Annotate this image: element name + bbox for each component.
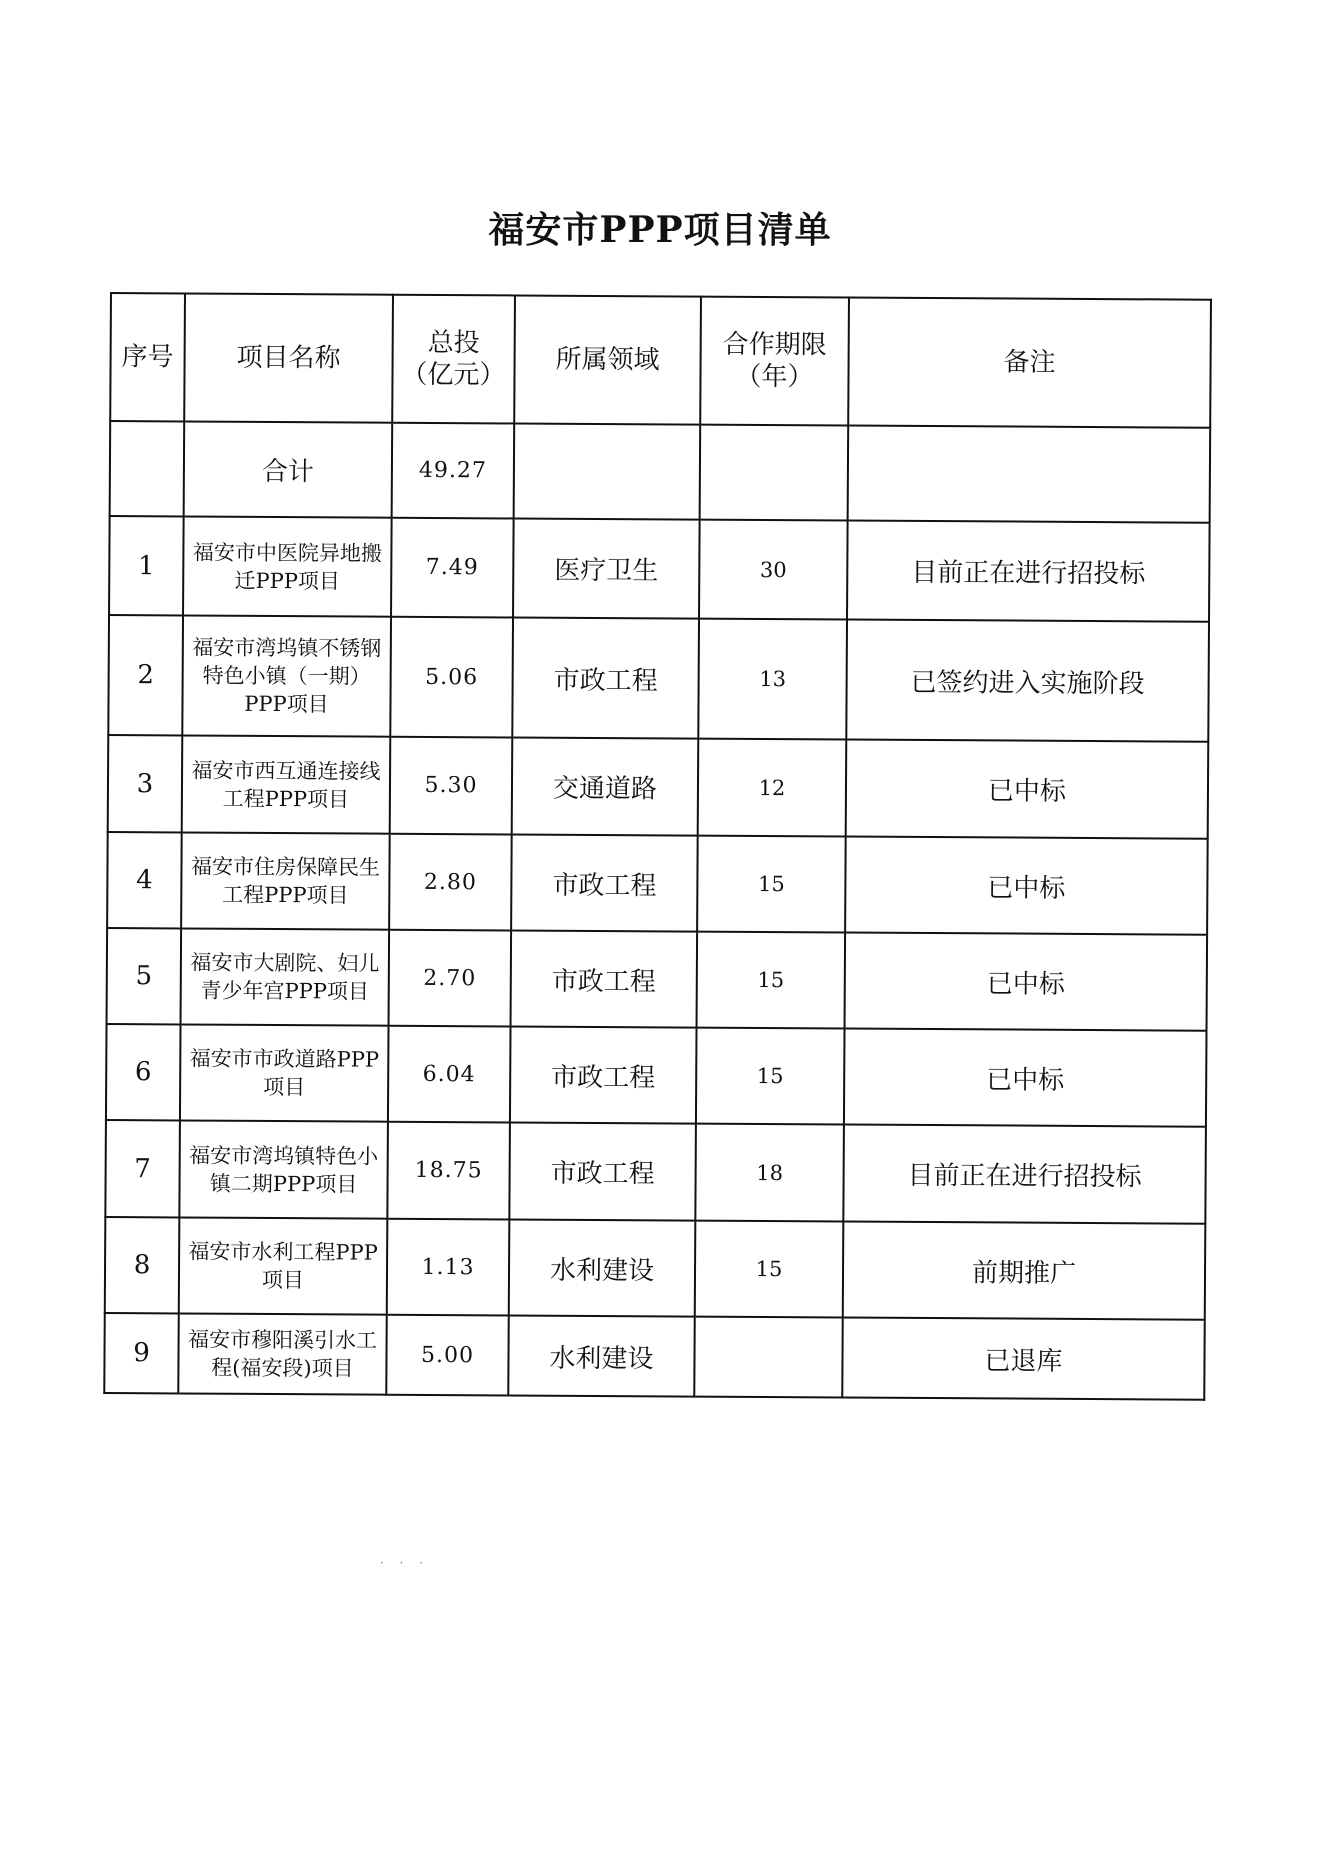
row-no: 9 — [104, 1313, 178, 1393]
row-note: 前期推广 — [843, 1221, 1206, 1319]
project-table — [103, 292, 1212, 1401]
row-field: 市政工程 — [511, 930, 698, 1027]
header-term-line1: 合作期限 — [722, 329, 827, 361]
table-row — [105, 1217, 1206, 1320]
row-investment: 1.13 — [387, 1219, 510, 1316]
row-term — [694, 1317, 842, 1398]
row-field: 市政工程 — [510, 1026, 697, 1123]
total-investment: 49.27 — [392, 423, 515, 519]
row-field: 医疗卫生 — [513, 518, 700, 618]
row-no: 4 — [107, 832, 182, 928]
header-note: 备注 — [848, 298, 1211, 428]
row-investment: 6.04 — [388, 1026, 511, 1123]
table-row — [107, 832, 1208, 935]
row-project-name: 福安市住房保障民生工程PPP项目 — [181, 832, 390, 929]
row-term: 18 — [695, 1124, 844, 1222]
row-investment: 7.49 — [391, 518, 514, 618]
row-field: 水利建设 — [509, 1219, 696, 1316]
row-term: 13 — [698, 619, 847, 740]
row-field: 市政工程 — [511, 834, 698, 931]
total-term-cell — [700, 425, 849, 521]
row-no: 7 — [105, 1120, 180, 1217]
row-project-name: 福安市湾坞镇不锈钢特色小镇（一期）PPP项目 — [182, 615, 391, 736]
row-no: 3 — [108, 735, 183, 832]
row-project-name: 福安市湾坞镇特色小镇二期PPP项目 — [179, 1120, 388, 1218]
row-no: 6 — [106, 1024, 181, 1120]
row-note: 已中标 — [844, 1029, 1207, 1127]
row-investment: 18.75 — [387, 1122, 510, 1220]
row-field: 市政工程 — [512, 617, 699, 738]
table-row — [105, 1120, 1206, 1224]
table-row — [104, 1313, 1204, 1400]
total-label: 合计 — [184, 421, 393, 517]
table-body — [104, 421, 1210, 1400]
row-no: 1 — [109, 516, 184, 615]
row-term: 15 — [697, 836, 846, 933]
row-term: 15 — [696, 1028, 845, 1125]
row-term: 15 — [695, 1221, 844, 1318]
row-note: 目前正在进行招投标 — [843, 1124, 1206, 1223]
row-no: 5 — [107, 928, 182, 1024]
row-term: 12 — [698, 739, 847, 837]
row-field: 市政工程 — [509, 1122, 696, 1220]
table-row — [107, 928, 1208, 1031]
row-term: 30 — [699, 520, 848, 620]
row-no: 2 — [108, 615, 183, 735]
row-investment: 5.00 — [386, 1315, 508, 1396]
row-investment: 2.80 — [389, 834, 512, 931]
row-note: 已退库 — [842, 1317, 1204, 1399]
row-term: 15 — [697, 932, 846, 1029]
header-field: 所属领域 — [514, 295, 701, 424]
total-no-cell — [110, 421, 185, 516]
row-field: 水利建设 — [508, 1315, 694, 1396]
row-investment: 2.70 — [389, 930, 512, 1027]
row-note: 已中标 — [846, 740, 1209, 839]
row-project-name: 福安市市政道路PPP项目 — [180, 1024, 389, 1121]
total-row — [110, 421, 1211, 523]
table-row — [109, 516, 1210, 622]
table-row — [108, 735, 1209, 839]
row-note: 目前正在进行招投标 — [847, 521, 1210, 622]
row-project-name: 福安市西互通连接线工程PPP项目 — [182, 735, 391, 833]
header-investment-line1: 总投 — [427, 327, 480, 359]
header-investment — [392, 295, 515, 424]
header-term — [700, 297, 849, 426]
header-investment-line2: （亿元） — [401, 359, 506, 391]
row-no: 8 — [105, 1217, 180, 1313]
total-note-cell — [848, 426, 1211, 523]
row-investment: 5.30 — [390, 737, 513, 835]
row-project-name: 福安市水利工程PPP项目 — [179, 1217, 388, 1314]
row-project-name: 福安市穆阳溪引水工程(福安段)项目 — [178, 1313, 386, 1394]
page-title: 福安市PPP项目清单 — [488, 209, 832, 251]
row-note: 已中标 — [845, 933, 1208, 1031]
row-project-name: 福安市大剧院、妇儿青少年宫PPP项目 — [181, 928, 390, 1025]
scan-specks: · · · — [380, 1556, 430, 1570]
header-name: 项目名称 — [184, 293, 393, 422]
table-row — [106, 1024, 1207, 1127]
table-header-row — [110, 293, 1211, 428]
row-field: 交通道路 — [512, 737, 699, 835]
header-term-line2: （年） — [735, 361, 814, 393]
project-table-wrapper — [103, 292, 1210, 1401]
table-row — [108, 615, 1209, 742]
row-note: 已签约进入实施阶段 — [846, 620, 1209, 742]
header-no: 序号 — [110, 293, 185, 421]
total-field-cell — [514, 423, 701, 519]
row-investment: 5.06 — [390, 617, 513, 738]
row-project-name: 福安市中医院异地搬迁PPP项目 — [183, 516, 392, 616]
row-note: 已中标 — [845, 837, 1208, 935]
